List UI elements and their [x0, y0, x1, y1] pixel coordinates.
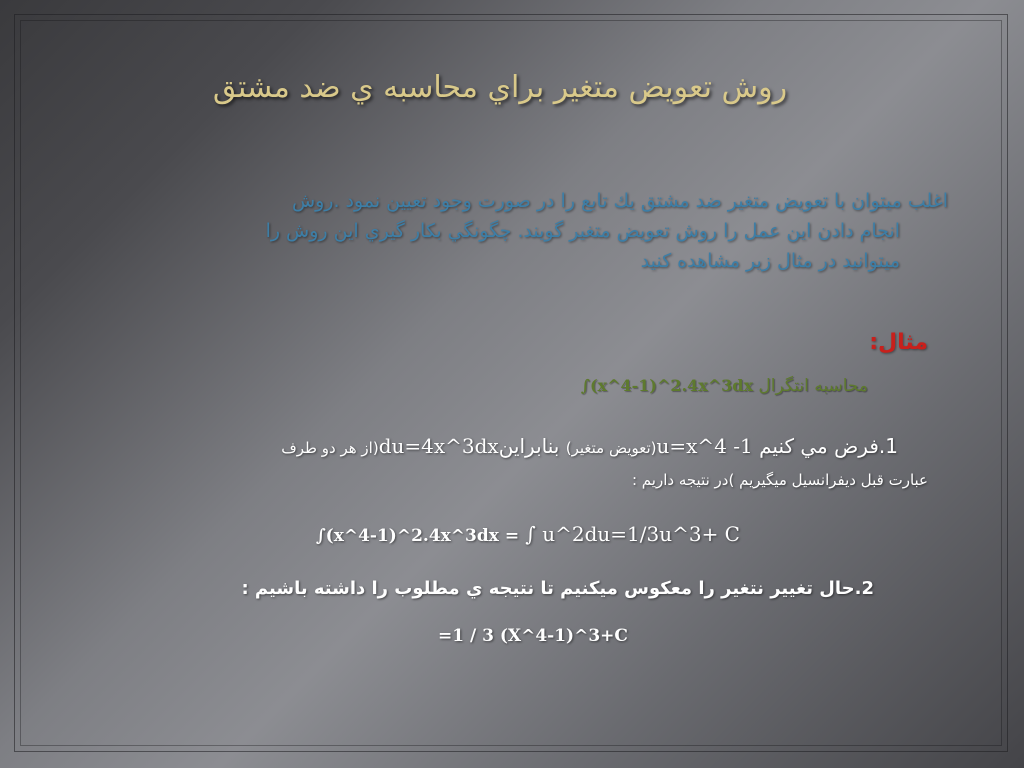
equation	[200, 522, 740, 546]
step-1-line-1	[148, 430, 928, 464]
step-1-then: بنابراين	[498, 434, 560, 458]
step-1-note: (از هر دو طرف	[281, 439, 379, 457]
intro-line-3: ميتوانيد در مثال زير مشاهده كنيد	[640, 250, 900, 272]
step-1-line-2: عبارت قبل ديفرانسيل ميگيريم )در نتيجه داريم :	[631, 471, 928, 489]
step-1-differential: du=4x^3dx	[378, 434, 499, 458]
integral-prefix: محاسبه انتگرال	[758, 376, 868, 396]
step-1	[148, 430, 928, 496]
final-result: =1 / 3 (X^4-1)^3+C	[438, 626, 628, 646]
step-1-substitution: u=x^4 -1	[656, 434, 753, 458]
intro-paragraph	[70, 186, 948, 276]
example-label: مثال:	[869, 330, 928, 355]
intro-line-2: انجام دادن اين عمل را روش تعويض متغير گويند. چگونگي بكار گيري اين روش را	[265, 220, 900, 242]
integral-problem	[581, 376, 868, 396]
step-1-prefix: 1.فرض مي كنيم	[759, 434, 898, 458]
equation-rhs: ∫ u^2du=1/3u^3+ C	[519, 522, 740, 546]
intro-line-1: اغلب ميتوان با تعويض متغير ضد مشتق يك تابع را در صورت وجود تعيين نمود .روش	[291, 190, 948, 212]
step-2: 2.حال تغيير نتغير را معكوس ميكنيم تا نتيجه ي مطلوب را داشته باشيم :	[241, 578, 874, 599]
equation-lhs: ∫(x^4-1)^2.4x^3dx =	[315, 526, 520, 546]
integral-expression: ∫(x^4-1)^2.4x^3dx	[580, 376, 753, 395]
slide-title: روش تعويض متغير براي محاسبه ي ضد مشتق	[212, 70, 788, 105]
step-1-substitution-note: (تعويض متغير)	[565, 439, 657, 457]
